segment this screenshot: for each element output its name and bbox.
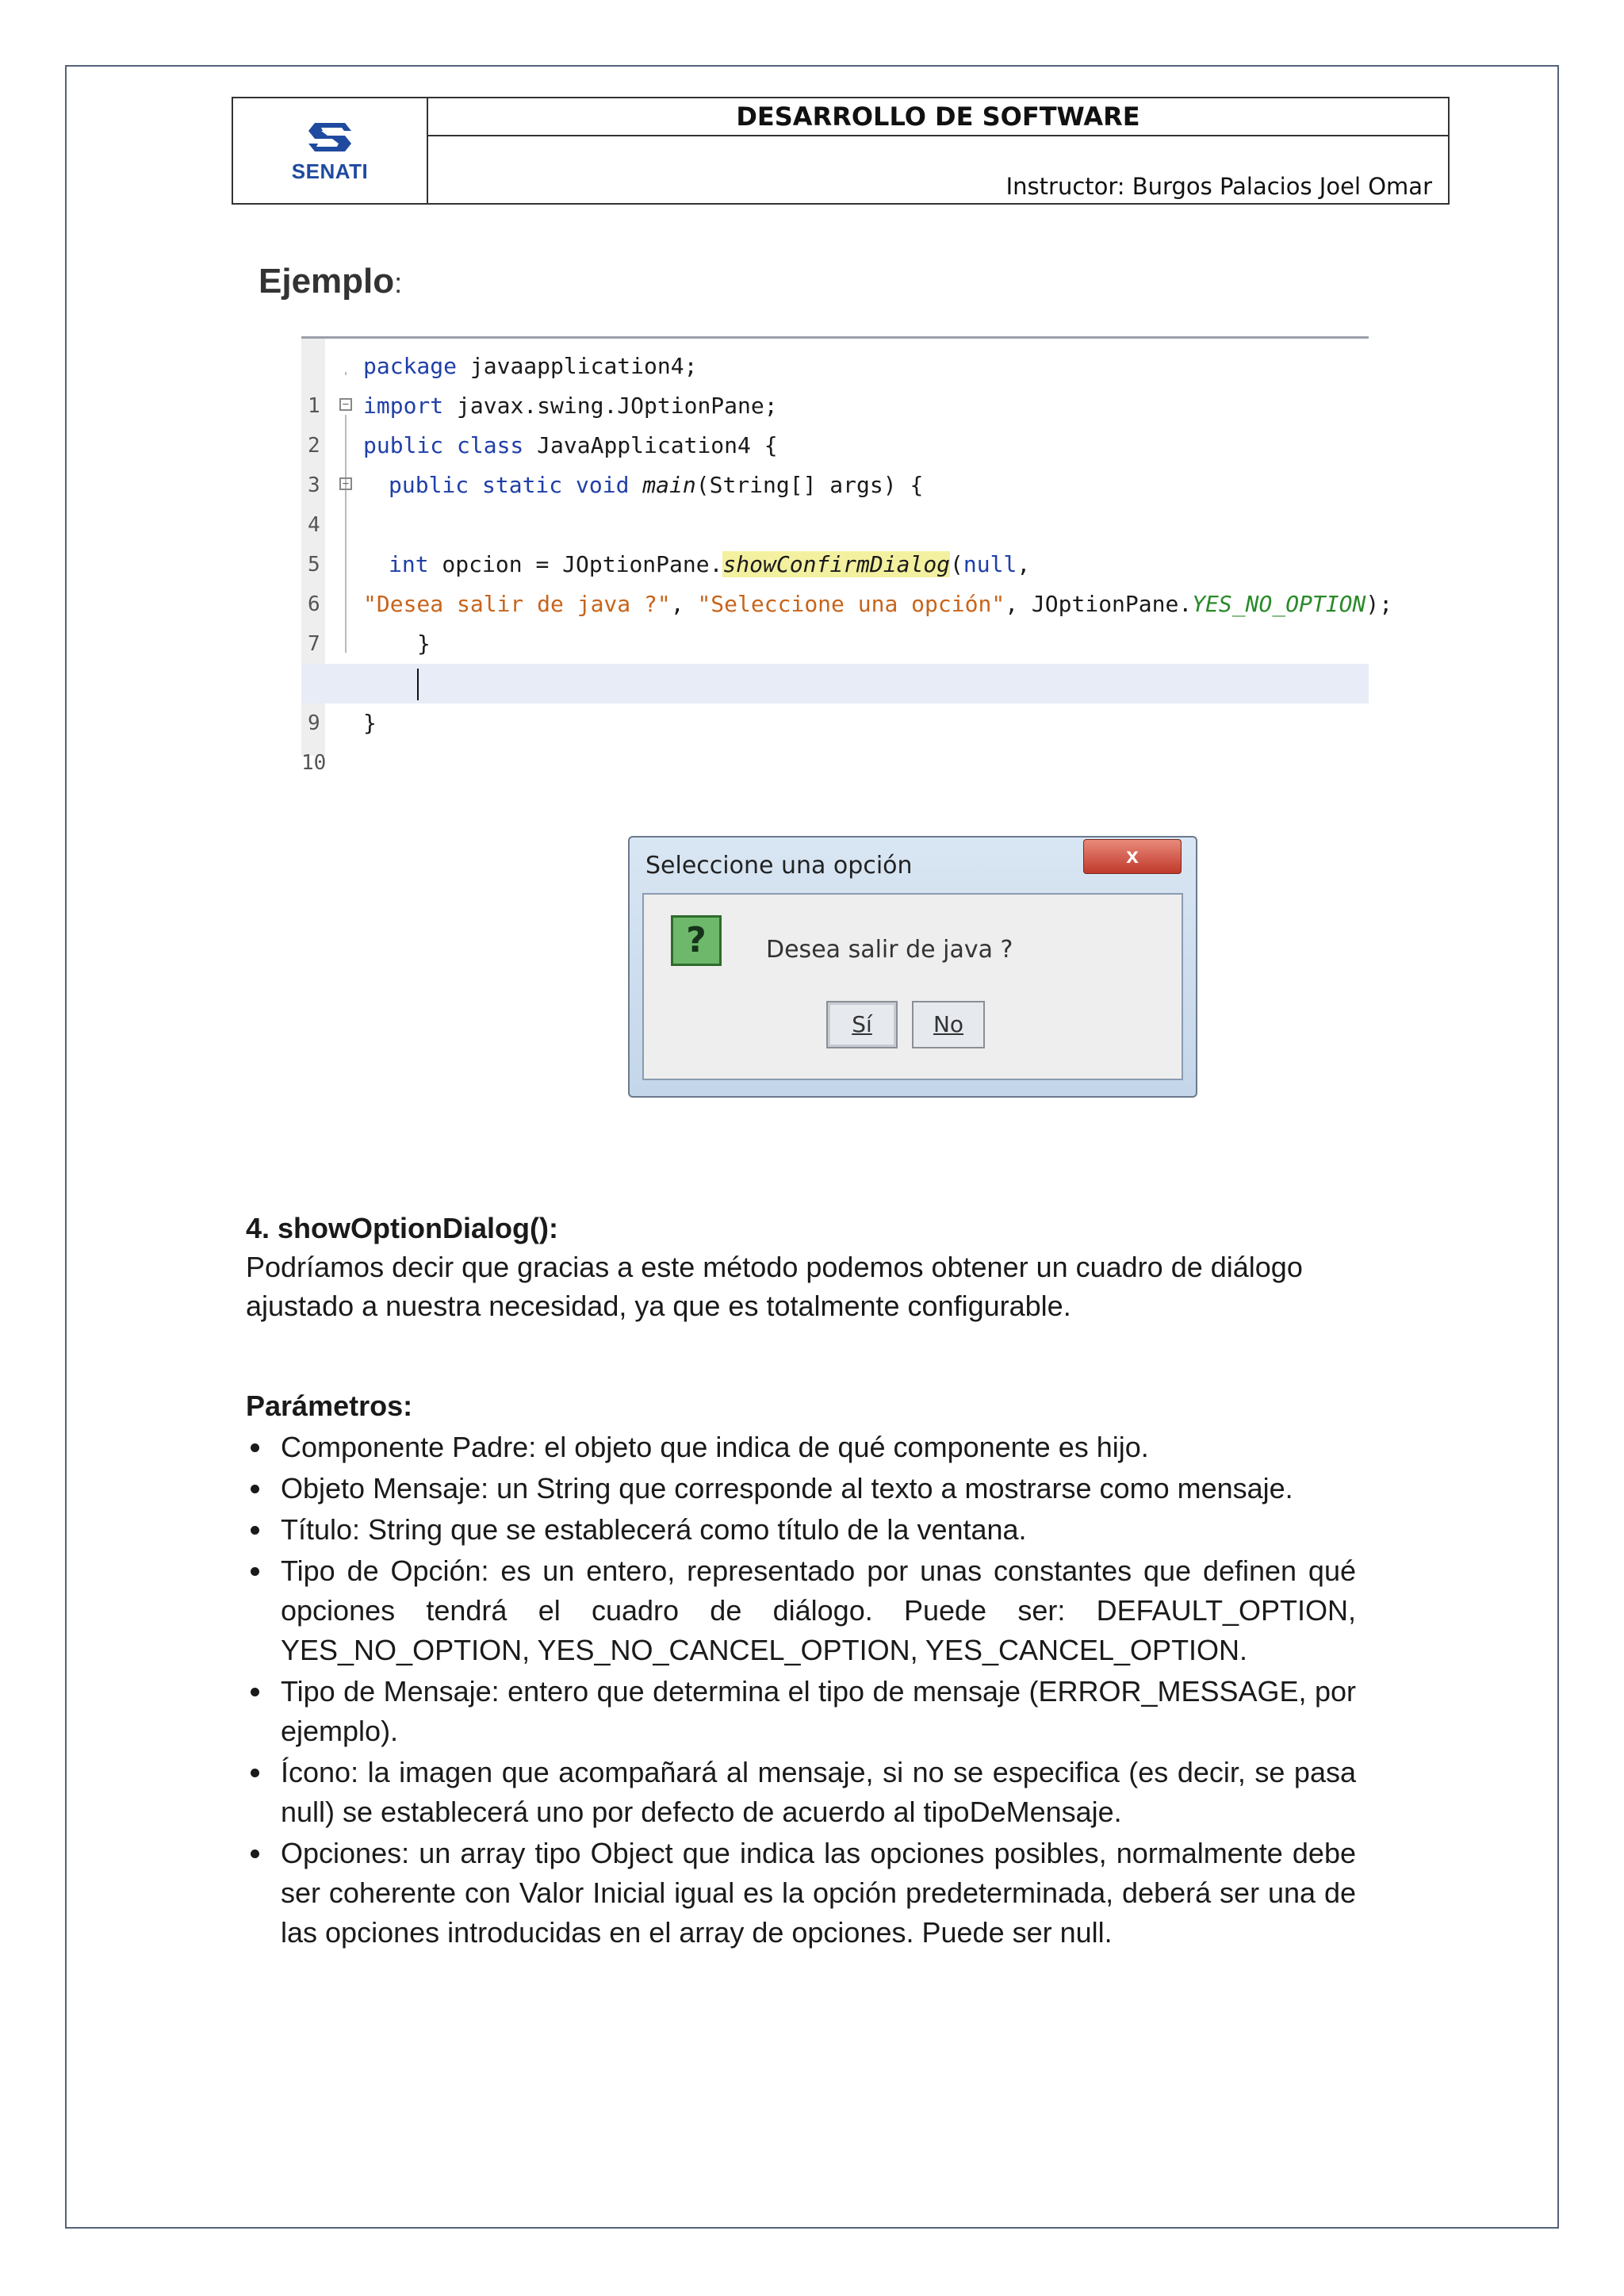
line-number: 3 <box>308 473 320 497</box>
keyword: public class <box>363 432 524 458</box>
code-line <box>301 624 1369 664</box>
line-number: 5 <box>308 553 320 577</box>
list-item: Objeto Mensaje: un String que corresponde al texto a mostrarse como mensaje. <box>246 1469 1356 1508</box>
params-heading: Parámetros: <box>246 1389 413 1422</box>
list-item: Ícono: la imagen que acompañará al mensaje, si no se especifica (es decir, se pasa null) se establecerá uno por defecto de acuerdo al tipoDeMensaje. <box>246 1753 1356 1832</box>
ejemplo-heading <box>259 262 402 301</box>
line-number: 2 <box>308 434 320 458</box>
code-text: opcion = JOptionPane. <box>428 551 723 577</box>
line-number: 7 <box>308 632 320 656</box>
confirm-dialog <box>628 836 1197 1098</box>
line-number: 6 <box>308 592 320 616</box>
fold-toggle-icon[interactable]: − <box>339 477 352 490</box>
section-heading: 4. showOptionDialog(): <box>246 1212 558 1244</box>
keyword: int <box>389 551 429 577</box>
code-text: } <box>363 710 377 736</box>
line-number: 4 <box>308 513 320 537</box>
senati-logo <box>233 98 428 203</box>
text-cursor <box>417 669 419 700</box>
document-title: DESARROLLO DE SOFTWARE <box>428 98 1448 136</box>
string-literal: "Seleccione una opción" <box>697 591 1005 617</box>
ejemplo-label: Ejemplo <box>259 262 395 301</box>
code-text: , JOptionPane. <box>1005 591 1193 617</box>
line-number: 9 <box>308 711 320 735</box>
keyword: import <box>363 393 444 419</box>
list-item: Opciones: un array tipo Object que indica las opciones posibles, normalmente debe ser coherente con Valor Inicial igual es la opción predeterminada, deberá ser una de las opciones introducidas en el array de opciones. Puede ser null. <box>246 1834 1356 1953</box>
ejemplo-colon: : <box>394 266 403 299</box>
list-item: Tipo de Mensaje: entero que determina el tipo de mensaje (ERROR_MESSAGE, por ejemplo). <box>246 1672 1356 1751</box>
line-number: 10 <box>301 751 327 775</box>
list-item: Tipo de Opción: es un entero, representado por unas constantes que definen qué opciones tendrá el cuadro de diálogo. Puede ser: DEFAULT_OPTION, YES_NO_OPTION, YES_NO_CANCEL_OPTION, YES_CANCEL_OPTION. <box>246 1551 1356 1670</box>
method-name: showConfirmDialog <box>722 551 951 577</box>
method-name: main <box>642 472 696 498</box>
instructor-name: Instructor: Burgos Palacios Joel Omar <box>1005 173 1432 200</box>
code-text: javaapplication4; <box>457 353 698 379</box>
string-literal: "Desea salir de java ?" <box>363 591 671 617</box>
logo-text: SENATI <box>291 159 369 183</box>
yes-button[interactable]: Sí <box>826 1001 898 1048</box>
list-item: Componente Padre: el objeto que indica de qué componente es hijo. <box>246 1428 1356 1467</box>
fold-toggle-icon[interactable]: − <box>339 398 352 411</box>
keyword: null <box>963 551 1017 577</box>
no-button[interactable]: No <box>912 1001 985 1048</box>
params-list <box>246 1428 1356 1954</box>
keyword: package <box>363 353 458 379</box>
dialog-title: Seleccione una opción <box>645 852 913 880</box>
code-text: JavaApplication4 { <box>523 432 778 458</box>
code-text: javax.swing.JOptionPane; <box>443 393 778 419</box>
close-button[interactable]: x <box>1083 839 1182 874</box>
code-editor <box>301 336 1393 775</box>
section-intro: Podríamos decir que gracias a este método podemos obtener un cuadro de diálogo ajustado a nuestra necesidad, ya que es totalmente configurable. <box>246 1251 1303 1322</box>
question-icon: ? <box>671 915 722 966</box>
code-text: } <box>417 631 431 657</box>
code-text: ( <box>950 551 963 577</box>
code-text: ); <box>1365 591 1393 617</box>
code-line <box>301 585 1393 656</box>
code-text: , <box>670 591 698 617</box>
dialog-message: Desea salir de java ? <box>766 936 1013 964</box>
constant: YES_NO_OPTION <box>1192 591 1366 617</box>
code-line-current[interactable] <box>301 664 1369 735</box>
code-text: (String[] args) { <box>695 472 924 498</box>
code-line <box>301 466 1369 537</box>
code-line <box>301 703 1369 775</box>
dialog-body <box>642 893 1183 1080</box>
document-header <box>232 97 1450 205</box>
list-item: Título: String que se establecerá como título de la ventana. <box>246 1510 1356 1550</box>
senati-logo-icon <box>305 118 354 156</box>
code-text: , <box>1017 551 1031 577</box>
line-number: 1 <box>308 394 320 418</box>
keyword: public static void <box>389 472 630 498</box>
